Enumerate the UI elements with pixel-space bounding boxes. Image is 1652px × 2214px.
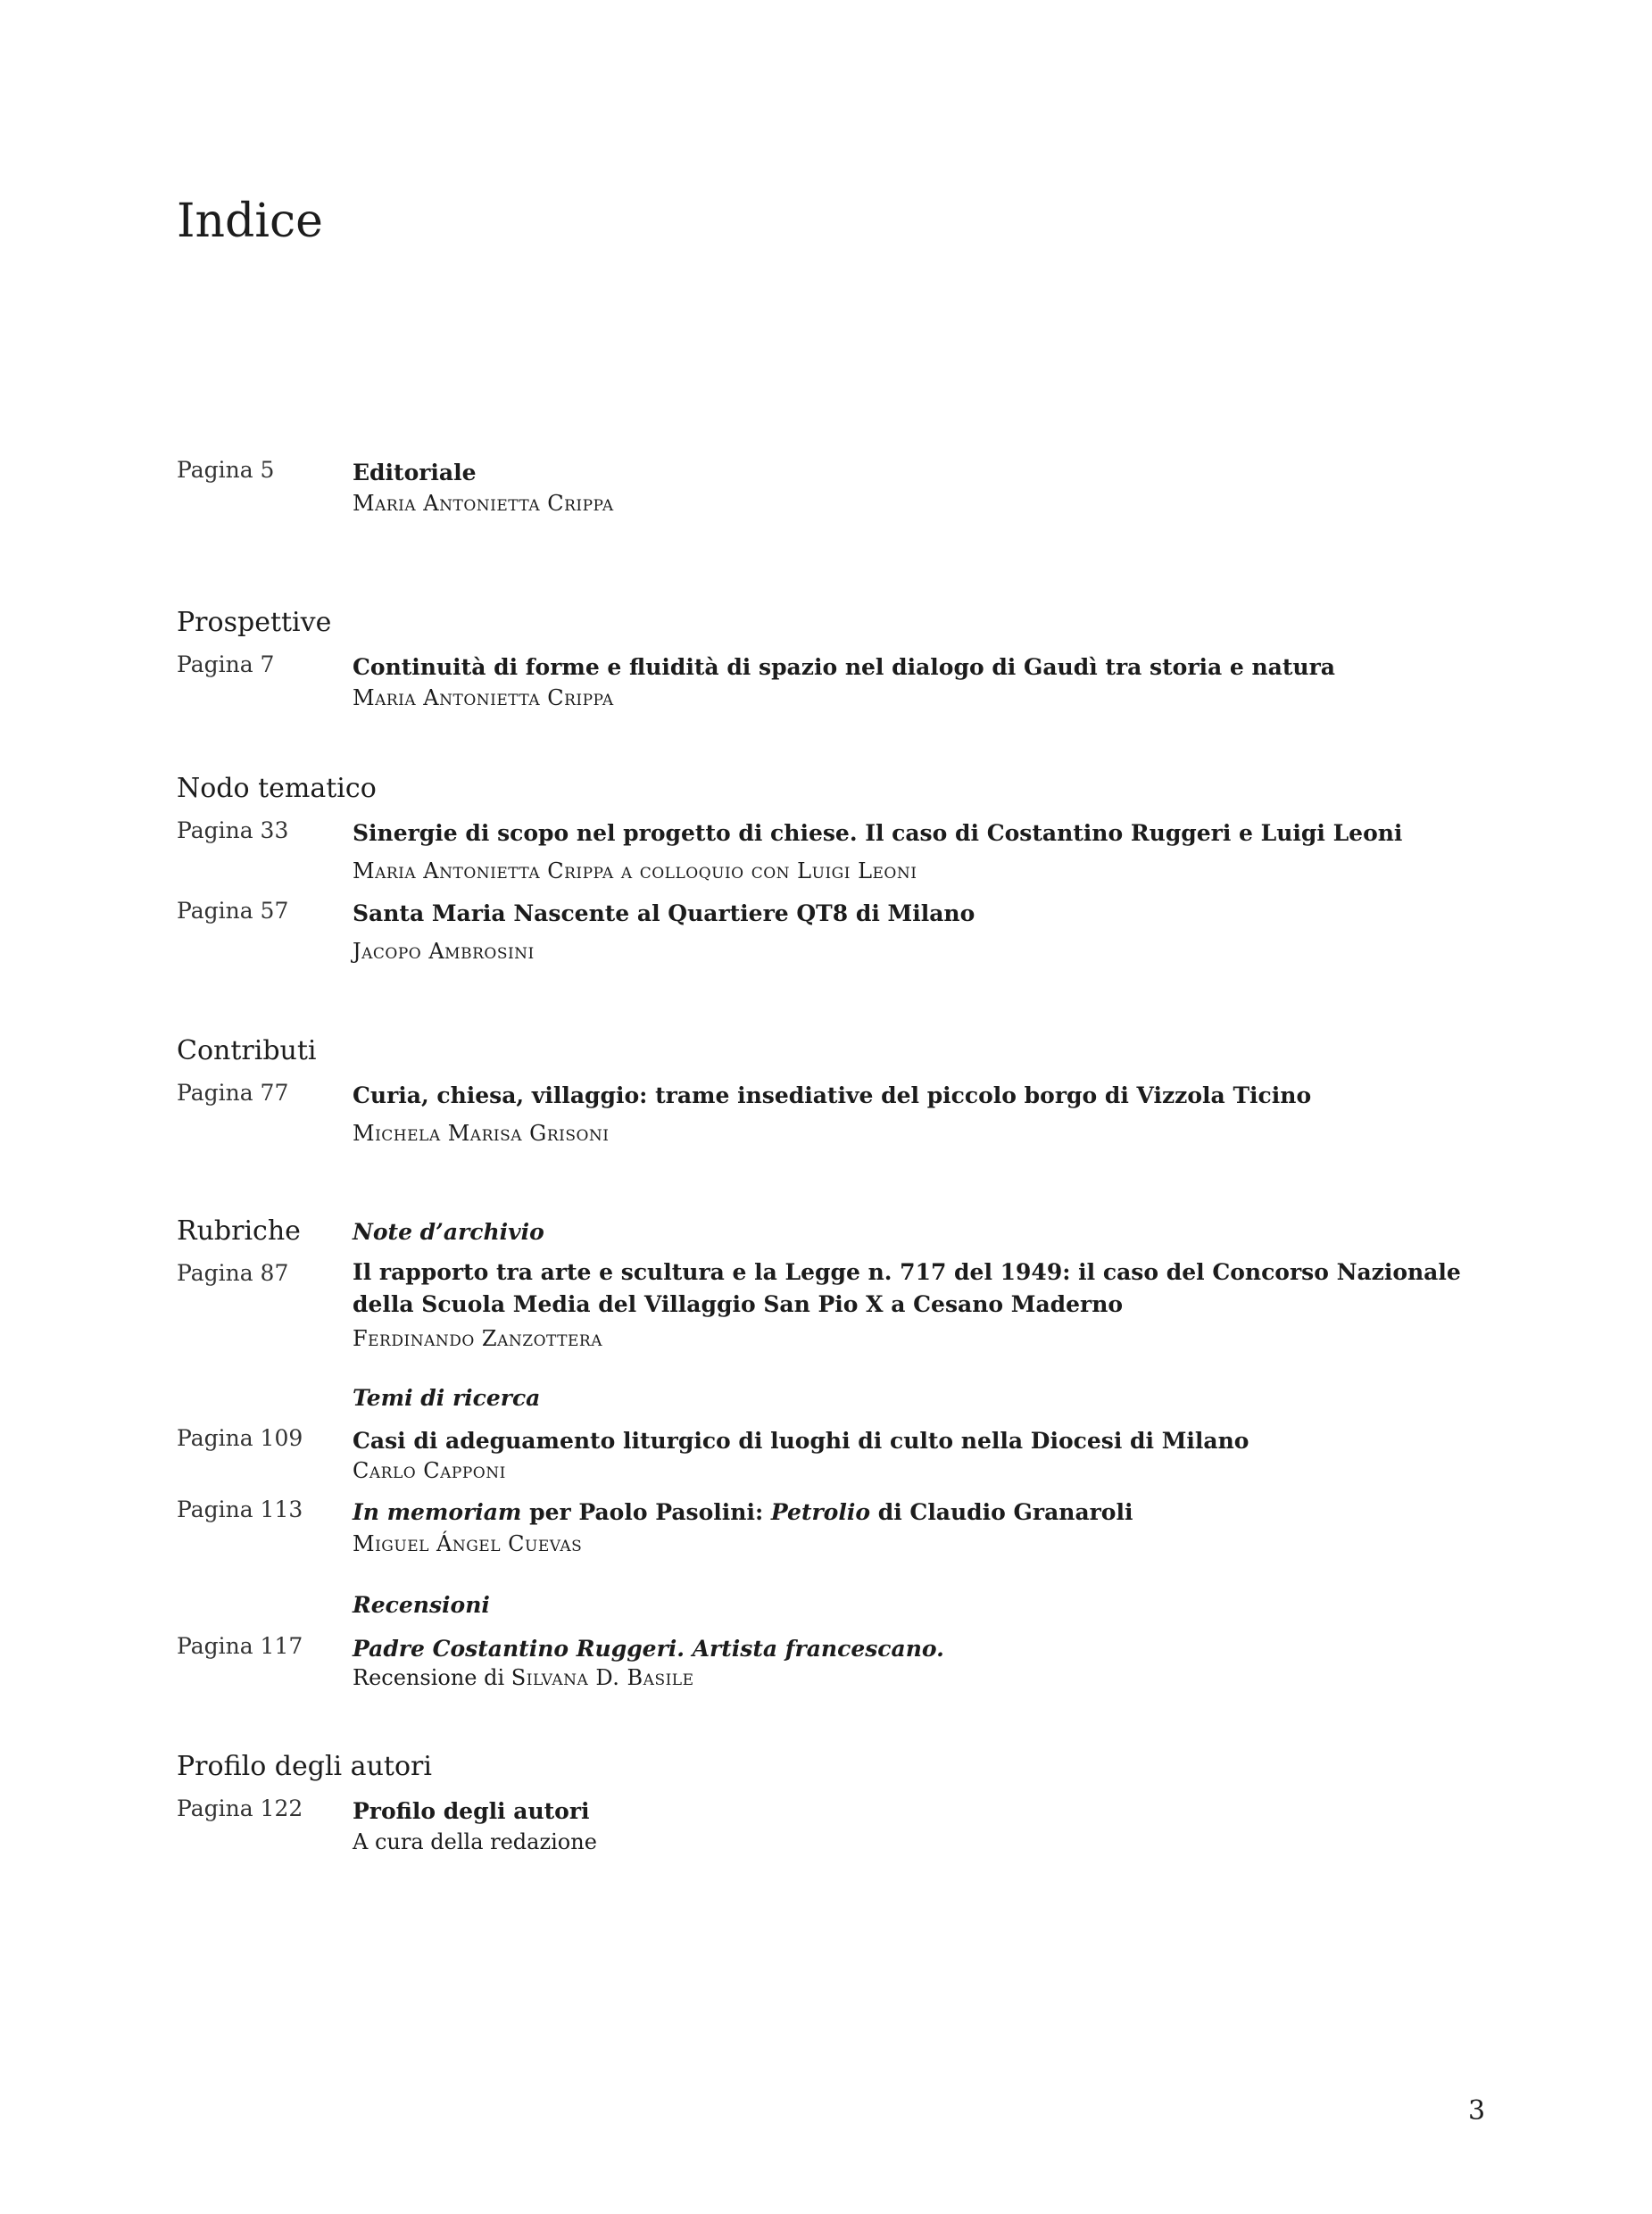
entry-author: Carlo Capponi — [353, 1458, 506, 1483]
entry-title-italic: Petrolio — [770, 1499, 871, 1525]
page-number: 3 — [1468, 2095, 1486, 2127]
page-ref: Pagina 7 — [177, 651, 275, 677]
entry-title[interactable]: Padre Costantino Ruggeri. Artista francescano. — [353, 1636, 944, 1662]
entry-title[interactable]: Casi di adeguamento liturgico di luoghi di culto nella Diocesi di Milano — [353, 1428, 1249, 1454]
page-ref: Pagina 109 — [177, 1425, 303, 1451]
subsection-temi-ricerca: Temi di ricerca — [353, 1385, 541, 1411]
section-prospettive: Prospettive — [177, 607, 332, 638]
entry-title[interactable]: Profilo degli autori — [353, 1798, 590, 1824]
subsection-recensioni: Recensioni — [353, 1592, 490, 1618]
page-ref: Pagina 122 — [177, 1795, 303, 1821]
page-ref: Pagina 33 — [177, 817, 289, 843]
page-title: Indice — [177, 195, 323, 248]
entry-title[interactable]: Editoriale — [353, 460, 477, 485]
entry-title[interactable]: Santa Maria Nascente al Quartiere QT8 di Milano — [353, 900, 975, 926]
entry-author: Ferdinando Zanzottera — [353, 1326, 602, 1351]
entry-title[interactable]: Sinergie di scopo nel progetto di chiese. Il caso di Costantino Ruggeri e Luigi Leoni — [353, 820, 1403, 846]
section-nodo-tematico: Nodo tematico — [177, 773, 377, 804]
page-ref: Pagina 87 — [177, 1260, 289, 1286]
review-author: Silvana D. Basile — [511, 1665, 694, 1690]
page-ref: Pagina 77 — [177, 1080, 289, 1106]
section-profilo: Profilo degli autori — [177, 1751, 432, 1782]
page-ref: Pagina 57 — [177, 898, 289, 924]
entry-title-italic: In memoriam — [353, 1499, 522, 1525]
page-ref: Pagina 113 — [177, 1497, 303, 1522]
entry-title[interactable]: Continuità di forme e fluidità di spazio nel dialogo di Gaudì tra storia e natura — [353, 654, 1335, 680]
entry-author — [353, 1665, 694, 1690]
entry-author: Jacopo Ambrosini — [353, 939, 535, 964]
entry-author: Maria Antonietta Crippa — [353, 685, 614, 710]
page-ref: Pagina 5 — [177, 457, 275, 483]
entry-author: Michela Marisa Grisoni — [353, 1121, 610, 1146]
entry-title-text: di Claudio Granaroli — [870, 1499, 1133, 1525]
entry-title[interactable] — [353, 1497, 1477, 1529]
entry-title-text: per Paolo Pasolini: — [521, 1499, 771, 1525]
entry-title[interactable]: Curia, chiesa, villaggio: trame insediative del piccolo borgo di Vizzola Ticino — [353, 1082, 1312, 1108]
entry-author: Maria Antonietta Crippa — [353, 491, 614, 516]
section-contributi: Contributi — [177, 1035, 317, 1066]
section-rubriche: Rubriche — [177, 1215, 301, 1247]
entry-author: Maria Antonietta Crippa a colloquio con Luigi Leoni — [353, 858, 917, 883]
page-ref: Pagina 117 — [177, 1633, 303, 1659]
entry-author: A cura della redazione — [353, 1829, 597, 1854]
entry-title[interactable]: Il rapporto tra arte e scultura e la Legge n. 717 del 1949: il caso del Concorso Nazionale della Scuola Media del Villaggio San Pio X a Cesano Maderno — [353, 1259, 1461, 1317]
review-prefix: Recensione di — [353, 1665, 511, 1690]
entry-author: Miguel Ángel Cuevas — [353, 1531, 583, 1556]
subsection-note-archivio: Note d’archivio — [353, 1219, 544, 1245]
